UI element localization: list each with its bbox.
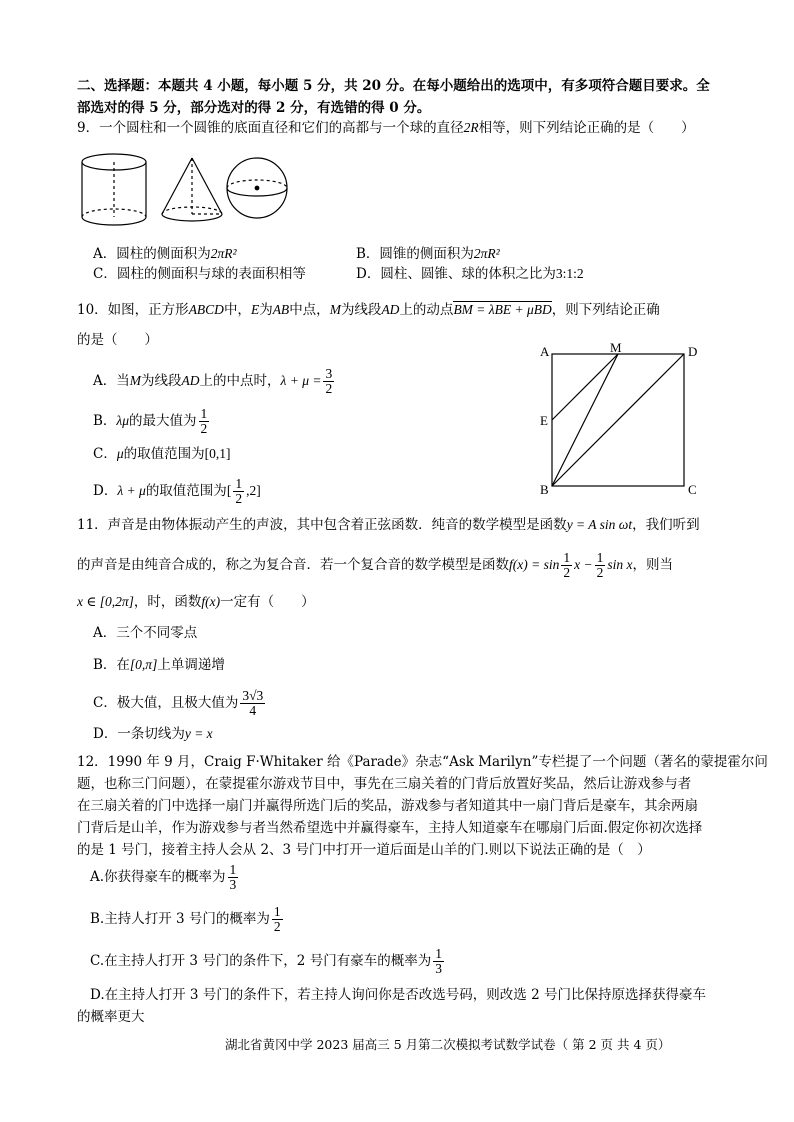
cone-figure [162,158,222,221]
section-heading-line-2: 部选对的得 5 分，部分选对的得 2 分，有选错的得 0 分。 [77,100,431,116]
q10-option-c: C．μ的取值范围为[0,1] [93,446,231,462]
q10-option-a: A．当M为线段AD上的中点时，λ + μ = $\frac{3}{2}$ [93,366,333,396]
page-footer: 湖北省黄冈中学 2023 届高三 5 月第二次模拟考试数学试卷（ 第 2 页 共 4 页） [225,1037,671,1052]
q12-stem-line-5: 的是 1 号门，接着主持人会从 2、3 号门中打开一道后面是山羊的门.则以下说法正确的是（ ） [77,842,651,858]
q9-solids-figure [70,150,300,235]
q9-option-a: A．圆柱的侧面积为2πR² [93,246,237,262]
q10-square-figure [530,340,705,500]
cylinder-figure [82,154,146,225]
label-d: D [688,344,698,359]
q10-stem-line-1: 10．如图，正方形ABCD中，E为AB中点，M为线段AD上的动点BM = λBE + μBD，则下列结论正确 [77,302,660,318]
q10-stem-line-2: 的是（ ） [77,332,158,348]
q9-option-b: B．圆锥的侧面积为2πR² [356,246,500,262]
q10-option-d: D．λ + μ的取值范围为[ $\frac{1}{2}$ ,2] [93,476,261,506]
q12-option-c: C.在主持人打开 3 号门的条件下，2 号门有豪车的概率为 $\frac{1}{3}$ [90,946,442,976]
q12-stem-line-3: 在三扇关着的门中选择一扇门并赢得所选门后的奖品，游戏参与者知道其中一扇门背后是豪车，其余两扇 [77,798,698,814]
q12-option-d-line-1: D.在主持人打开 3 号门的条件下，若主持人询问你是否改选号码，则改选 2 号门比保持原选择获得豪车 [90,987,706,1003]
q9-option-d: D．圆柱、圆锥、球的体积之比为3:1:2 [356,266,584,282]
label-c: C [688,482,697,497]
q11-stem-line-1: 11．声音是由物体振动产生的声波，其中包含着正弦函数．纯音的数学模型是函数y = A sin ωt，我们听到 [77,517,700,533]
q11-option-c: C．极大值，且极大值为 $\frac{3√3}{4}$ [93,688,264,718]
q11-stem-line-2: 的声音是由纯音合成的，称之为复合音．若一个复合音的数学模型是函数f(x) = sin $\frac{1}{2}$ x − $\frac{1}{2}$ sin x，则当 [77,550,673,580]
q12-stem-line-4: 门背后是山羊，作为游戏参与者当然希望选中并赢得豪车，主持人知道豪车在哪扇门后面.假定你初次选择 [77,820,703,836]
q12-option-a: A.你获得豪车的概率为 $\frac{1}{3}$ [90,862,237,892]
q12-option-d-line-2: 的概率更大 [77,1009,145,1025]
sphere-figure [227,158,287,218]
q11-stem-line-3: x ∈ [0,2π]，时，函数f(x)一定有（ ） [77,594,315,610]
q10-option-b: B．λμ的最大值为 $\frac{1}{2}$ [93,406,208,436]
q9-option-c: C．圆柱的侧面积与球的表面积相等 [93,266,306,282]
q9-stem: 9．一个圆柱和一个圆锥的底面直径和它们的高都与一个球的直径2R相等，则下列结论正确的是（ ） [77,120,695,136]
vector-equation: BM = λBE + μBD [453,300,551,320]
label-b: B [540,482,549,497]
q12-stem-line-1: 12．1990 年 9 月，Craig F·Whitaker 给《Parade》杂志“Ask Marilyn”专栏提了一个问题（著名的蒙提霍尔问 [77,754,768,770]
q11-option-b: B．在[0,π]上单调递增 [93,657,225,673]
q11-option-d: D．一条切线为y = x [93,726,213,742]
q11-option-a: A．三个不同零点 [93,625,198,641]
label-e: E [540,413,548,428]
label-a: A [540,344,550,359]
q12-option-b: B.主持人打开 3 号门的概率为 $\frac{1}{2}$ [90,904,281,934]
square-lines [552,354,684,486]
section-heading-line-1: 二、选择题：本题共 4 小题，每小题 5 分，共 20 分。在每小题给出的选项中，有多项符合题目要求。全 [77,78,710,94]
label-m: M [610,340,622,355]
q12-stem-line-2: 题，也称三门问题），在蒙提霍尔游戏节目中，事先在三扇关着的门背后放置好奖品，然后让游戏参与者 [77,776,692,792]
